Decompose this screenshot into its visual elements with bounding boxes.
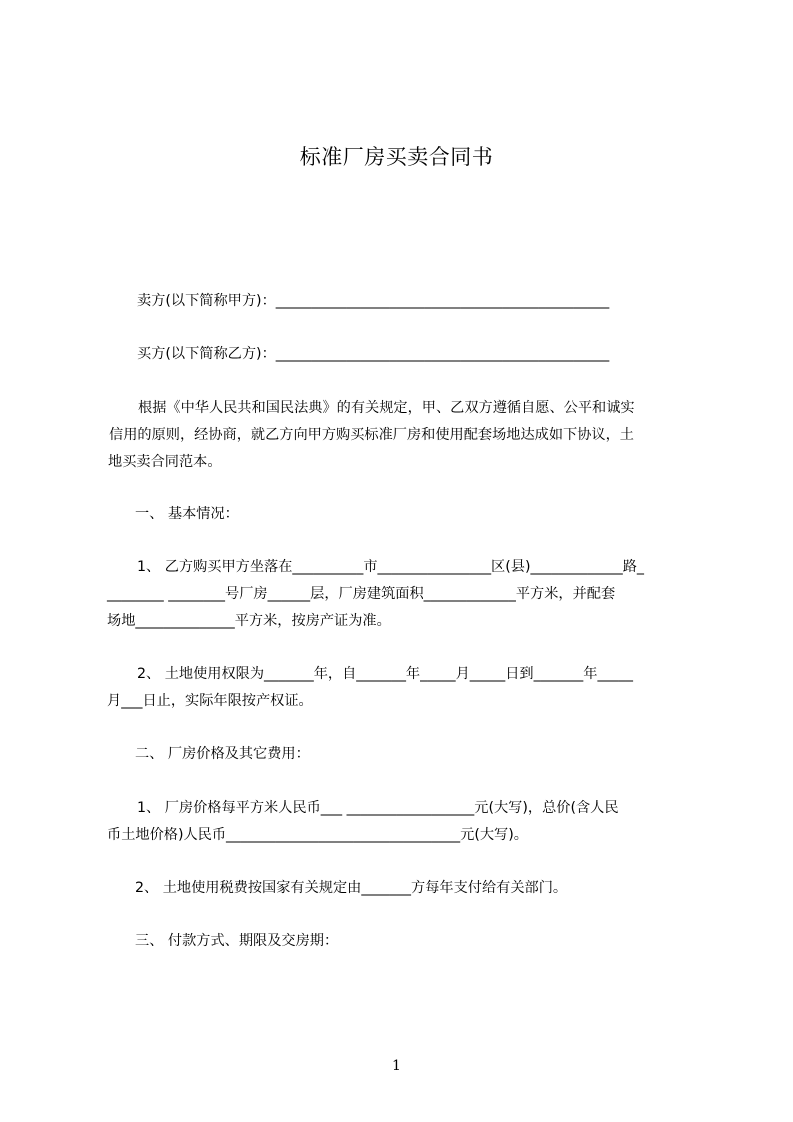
- clause-1-1-line-3: 场地______________平方米，按房产证为准。: [107, 613, 391, 629]
- clause-2-1-line-1: 1、 厂房价格每平方米人民币___ __________________元(大写)，总价(含人民: [137, 800, 619, 816]
- buyer-line: 买方(以下简称乙方)：_______________________________________________: [137, 346, 610, 362]
- document-title: 标准厂房买卖合同书: [299, 145, 494, 169]
- section-heading-3: 三、 付款方式、期限及交房期：: [135, 933, 339, 949]
- clause-2-2-line: 2、 土地使用税费按国家有关规定由_______方每年支付给有关部门。: [135, 880, 568, 896]
- section-heading-2: 二、 厂房价格及其它费用：: [135, 746, 310, 762]
- clause-1-2-line-1: 2、 土地使用权限为_______年，自_______年_____月_____日到_______年_____: [137, 666, 633, 682]
- preamble-line-3: 地买卖合同范本。: [108, 454, 222, 470]
- clause-1-2-line-2: 月___日止，实际年限按产权证。: [107, 693, 313, 709]
- section-heading-1: 一、 基本情况：: [135, 506, 239, 522]
- clause-1-1-line-1: 1、 乙方购买甲方坐落在__________市________________区(县)_____________路_: [137, 559, 644, 575]
- preamble-line-2: 信用的原则，经协商，就乙方向甲方购买标准厂房和使用配套场地达成如下协议，土: [109, 427, 634, 443]
- clause-2-1-line-2: 币土地价格)人民币_________________________________元(大写)。: [107, 827, 528, 843]
- seller-line: 卖方(以下简称甲方)：_______________________________________________: [137, 293, 610, 309]
- clause-1-1-line-2: ________ ________号厂房______层，厂房建筑面积_____________平方米，并配套: [107, 586, 616, 602]
- preamble-line-1: 根据《中华人民共和国民法典》的有关规定，甲、乙双方遵循自愿、公平和诚实: [138, 400, 635, 416]
- page-number: 1: [392, 1058, 401, 1074]
